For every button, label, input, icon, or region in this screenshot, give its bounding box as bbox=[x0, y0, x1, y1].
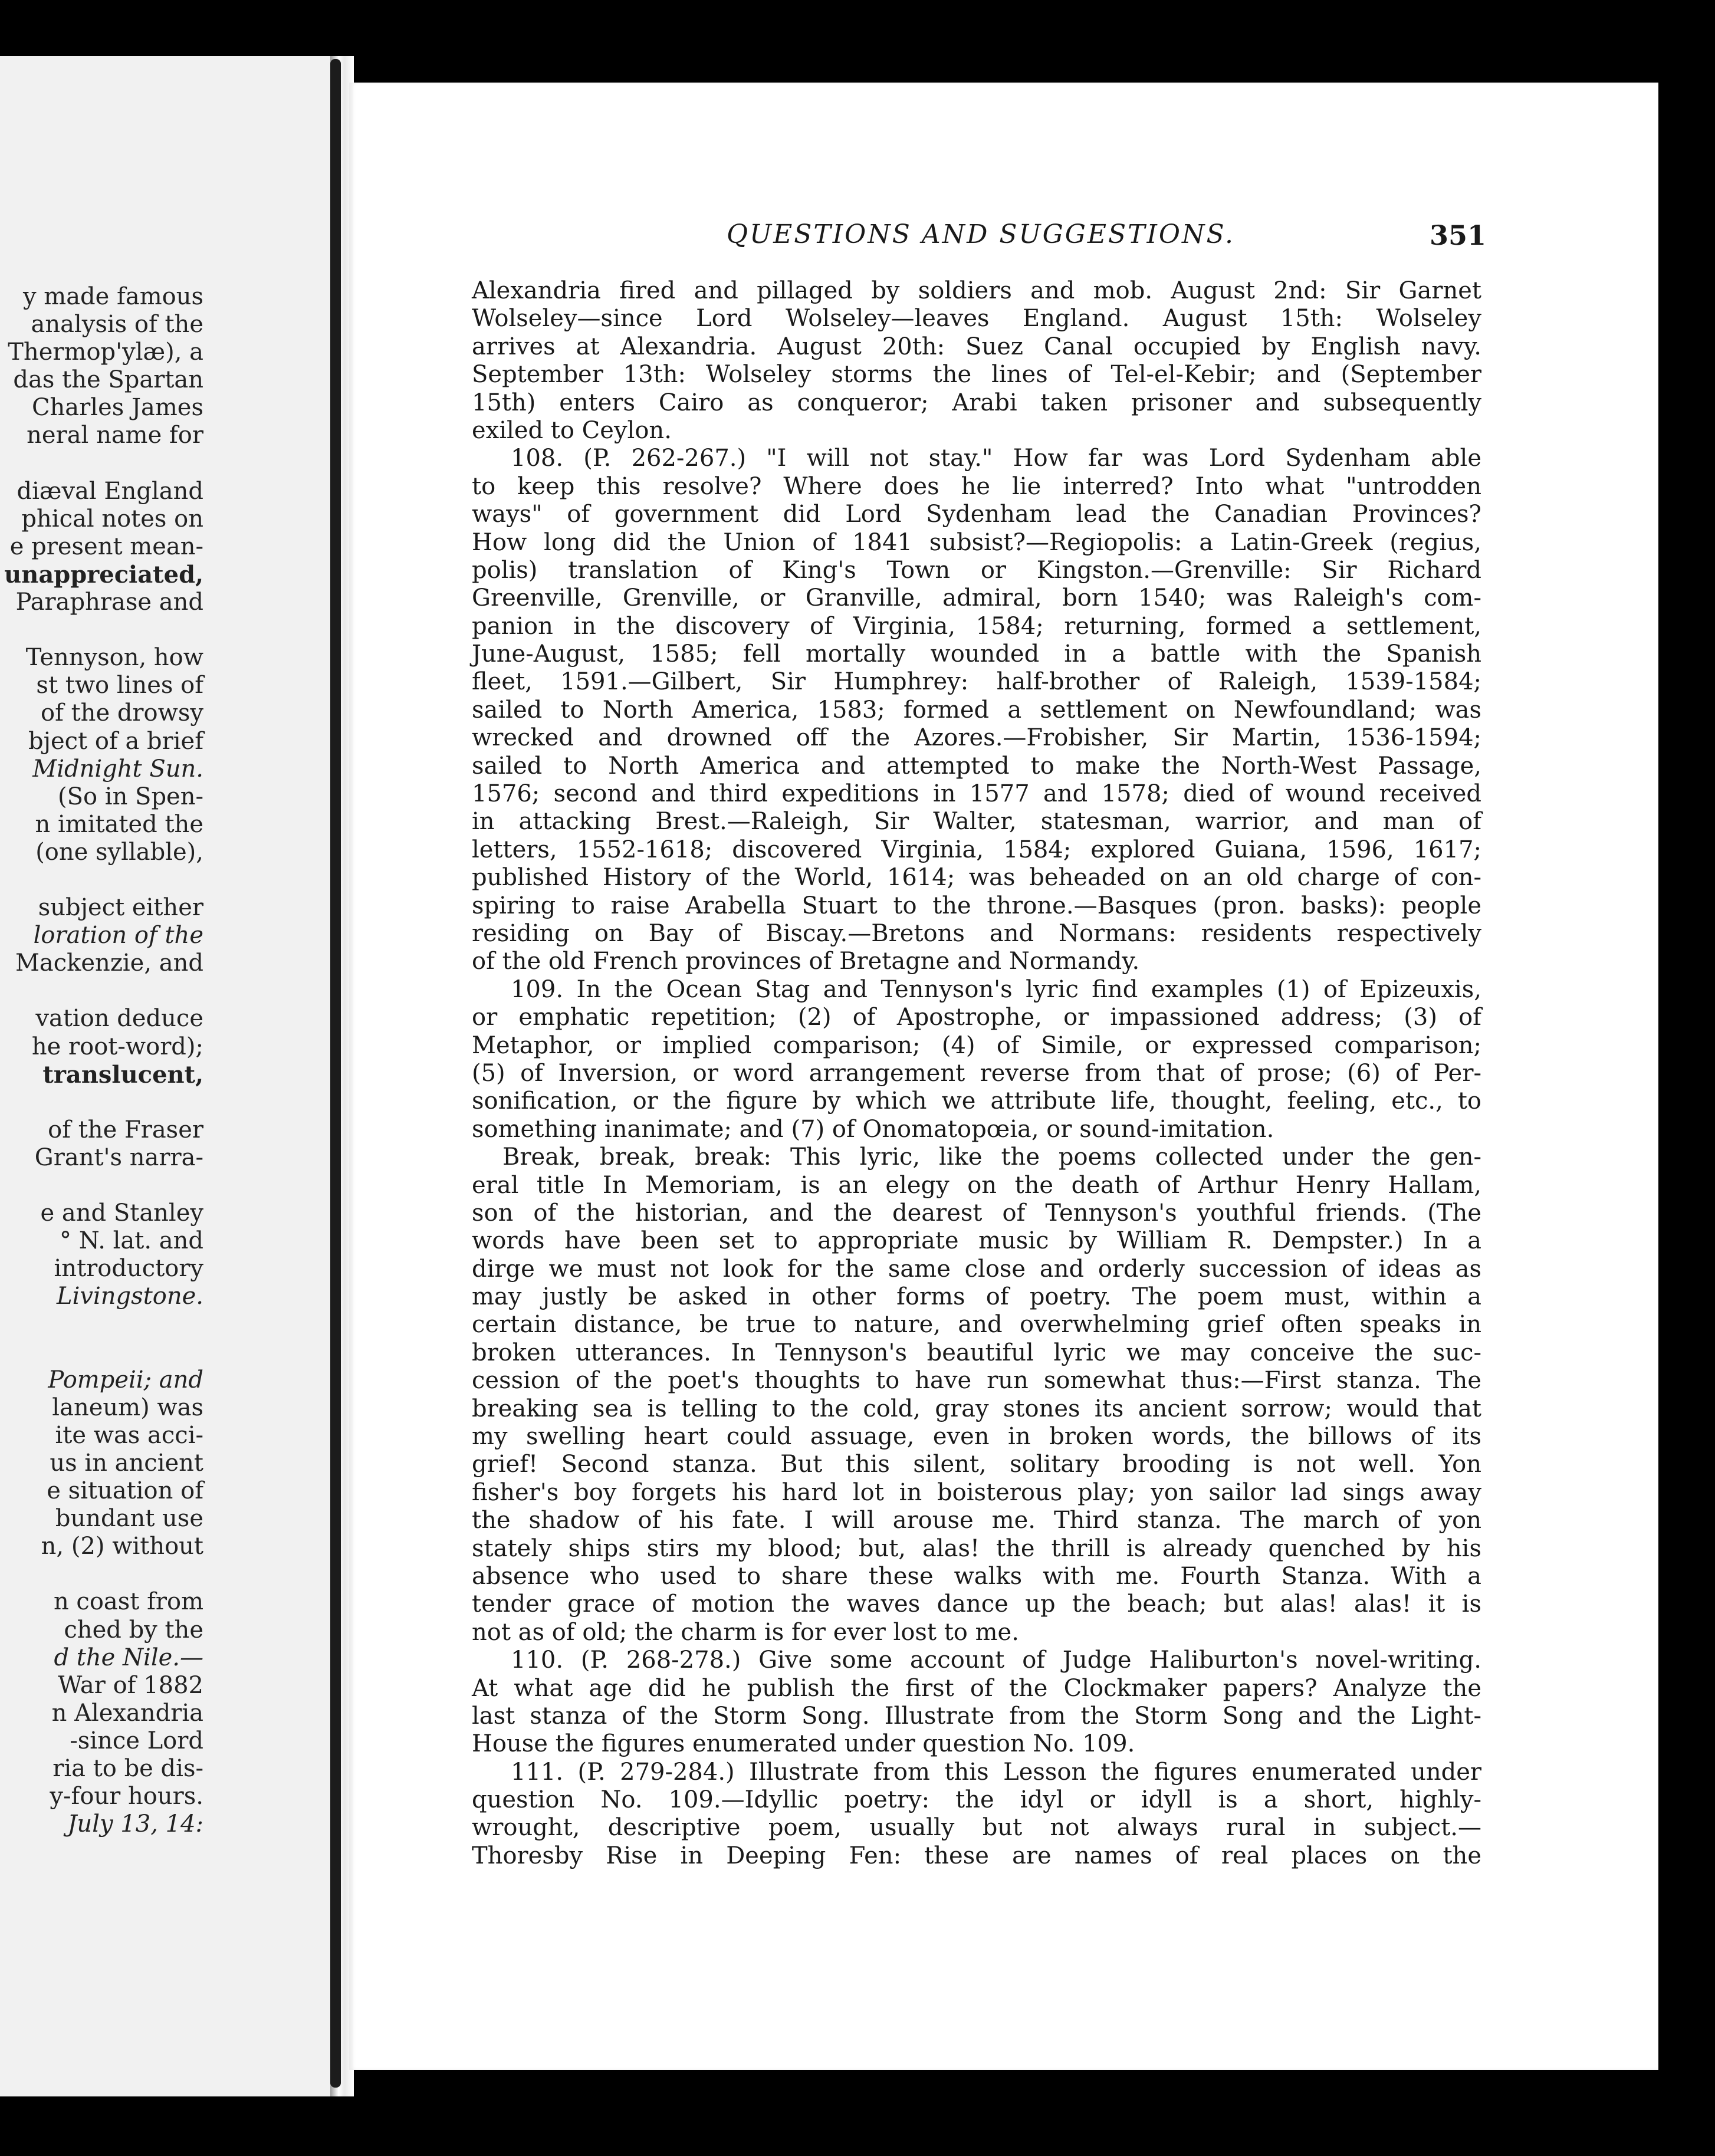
left-line: he root-word); bbox=[31, 1033, 203, 1060]
text-line: Alexandria fired and pillaged by soldiers and mob. August 2nd: Sir Garnet bbox=[472, 277, 1481, 304]
text-line: letters, 1552-1618; discovered Virginia, 1584; explored Guiana, 1596, 1617; bbox=[472, 836, 1481, 863]
right-page bbox=[349, 83, 1658, 2070]
text-line: Greenville, Grenville, or Granville, admiral, born 1540; was Raleigh's com- bbox=[472, 584, 1481, 612]
text-line: sailed to North America, 1583; formed a settlement on Newfoundland; was bbox=[472, 696, 1481, 724]
text-line: sailed to North America and attempted to make the North-West Passage, bbox=[472, 752, 1481, 780]
left-line bbox=[0, 450, 203, 478]
text-line: September 13th: Wolseley storms the lines of Tel-el-Kebir; and (September bbox=[472, 361, 1481, 389]
text-line: arrives at Alexandria. August 20th: Suez Canal occupied by English navy. bbox=[472, 333, 1481, 360]
page-header bbox=[349, 219, 1658, 256]
text-line: to keep this resolve? Where does he lie interred? Into what "untrodden bbox=[472, 472, 1481, 500]
left-line: Mackenzie, and bbox=[15, 949, 203, 977]
left-line: Charles James bbox=[31, 394, 203, 422]
text-line: polis) translation of King's Town or Kingston.—Grenville: Sir Richard bbox=[472, 556, 1481, 584]
left-line: neral name for bbox=[27, 422, 203, 449]
left-line bbox=[0, 1172, 203, 1199]
left-line: -since Lord bbox=[70, 1727, 203, 1754]
text-line: eral title In Memoriam, is an elegy on the death of Arthur Henry Hallam, bbox=[472, 1171, 1481, 1199]
text-line: 111. (P. 279-284.) Illustrate from this Lesson the figures enumerated under bbox=[511, 1758, 1481, 1786]
left-line: Paraphrase and bbox=[15, 589, 203, 616]
text-line: 110. (P. 268-278.) Give some account of Judge Haliburton's novel-writing. bbox=[511, 1646, 1481, 1674]
text-line: absence who used to share these walks with me. Fourth Stanza. With a bbox=[472, 1562, 1481, 1590]
left-line: (So in Spen- bbox=[57, 783, 203, 810]
text-line: 109. In the Ocean Stag and Tennyson's lyric find examples (1) of Epizeuxis, bbox=[511, 975, 1481, 1003]
text-line: wrought, descriptive poem, usually but not always rural in subject.— bbox=[472, 1814, 1481, 1842]
text-line: or emphatic repetition; (2) of Apostrophe, or impassioned address; (3) of bbox=[472, 1004, 1481, 1031]
left-line: diæval England bbox=[17, 477, 203, 505]
left-line: introductory bbox=[54, 1255, 203, 1283]
left-line: loration of the bbox=[33, 922, 203, 949]
text-line: son of the historian, and the dearest of Tennyson's youthful friends. (The bbox=[472, 1199, 1481, 1227]
left-line bbox=[0, 1560, 203, 1588]
text-line: question No. 109.—Idyllic poetry: the idyl or idyll is a short, highly- bbox=[472, 1786, 1481, 1814]
left-line: d the Nile.— bbox=[54, 1644, 203, 1671]
left-line: phical notes on bbox=[21, 505, 203, 533]
left-line: vation deduce bbox=[35, 1005, 203, 1033]
left-line: bject of a brief bbox=[28, 727, 203, 755]
text-line: my swelling heart could assuage, even in broken words, the billows of its bbox=[472, 1423, 1481, 1451]
left-line: ria to be dis- bbox=[52, 1754, 203, 1782]
text-line: 1576; second and third expeditions in 1577 and 1578; died of wound received bbox=[472, 780, 1481, 808]
text-line: residing on Bay of Biscay.—Bretons and Normans: residents respectively bbox=[472, 919, 1481, 947]
left-line: y-four hours. bbox=[50, 1783, 203, 1810]
left-line: Pompeii; and bbox=[48, 1366, 203, 1393]
left-line: Thermop'ylæ), a bbox=[8, 338, 203, 366]
left-line: n imitated the bbox=[35, 810, 203, 838]
left-page-text bbox=[0, 283, 203, 1838]
text-line: stately ships stirs my blood; but, alas! the thrill is already quenched by his bbox=[472, 1534, 1481, 1562]
text-line: of the old French provinces of Bretagne and Normandy. bbox=[472, 948, 1140, 975]
text-line: words have been set to appropriate music by William R. Dempster.) In a bbox=[472, 1227, 1481, 1255]
text-line: 108. (P. 262-267.) "I will not stay." How far was Lord Sydenham able bbox=[511, 445, 1481, 472]
left-line: analysis of the bbox=[31, 311, 203, 338]
text-line: wrecked and drowned off the Azores.—Frobisher, Sir Martin, 1536-1594; bbox=[472, 724, 1481, 752]
text-line: (5) of Inversion, or word arrangement reverse from that of prose; (6) of Per- bbox=[472, 1059, 1481, 1087]
left-line: ched by the bbox=[64, 1616, 203, 1644]
text-line: ways" of government did Lord Sydenham lead the Canadian Provinces? bbox=[472, 501, 1481, 528]
left-line: Livingstone. bbox=[57, 1283, 203, 1310]
text-line: something inanimate; and (7) of Onomatopœia, or sound-imitation. bbox=[472, 1115, 1274, 1143]
text-line: dirge we must not look for the same close and orderly succession of ideas as bbox=[472, 1255, 1481, 1283]
text-line: 15th) enters Cairo as conqueror; Arabi taken prisoner and subsequently bbox=[472, 389, 1481, 416]
left-line: n Alexandria bbox=[51, 1699, 203, 1727]
left-line: (one syllable), bbox=[35, 838, 203, 866]
text-line: At what age did he publish the first of the Clockmaker papers? Analyze the bbox=[472, 1674, 1481, 1702]
left-line: n, (2) without bbox=[41, 1533, 203, 1560]
left-line: translucent, bbox=[42, 1060, 203, 1089]
left-line bbox=[0, 977, 203, 1005]
text-line: Wolseley—since Lord Wolseley—leaves England. August 15th: Wolseley bbox=[472, 305, 1481, 333]
text-line: grief! Second stanza. But this silent, solitary brooding is not well. Yon bbox=[472, 1451, 1481, 1478]
left-line: subject either bbox=[38, 894, 203, 922]
left-line: st two lines of bbox=[36, 672, 203, 699]
left-line: of the Fraser bbox=[48, 1116, 203, 1143]
text-line: certain distance, be true to nature, and overwhelming grief often speaks in bbox=[472, 1311, 1481, 1339]
book-binding-spine bbox=[330, 59, 341, 2088]
left-line bbox=[0, 1089, 203, 1116]
left-line bbox=[0, 1339, 203, 1366]
text-line: Metaphor, or implied comparison; (4) of Simile, or expressed comparison; bbox=[472, 1031, 1481, 1059]
text-line: not as of old; the charm is for ever lost to me. bbox=[472, 1618, 1019, 1646]
left-line: e situation of bbox=[47, 1477, 203, 1505]
left-line: das the Spartan bbox=[13, 366, 203, 394]
left-line bbox=[0, 1310, 203, 1338]
text-line: broken utterances. In Tennyson's beautiful lyric we may conceive the suc- bbox=[472, 1339, 1481, 1366]
left-line: July 13, 14: bbox=[67, 1810, 203, 1838]
left-line: Tennyson, how bbox=[25, 644, 203, 672]
text-line: panion in the discovery of Virginia, 1584; returning, formed a settlement, bbox=[472, 612, 1481, 640]
text-line: Break, break, break: This lyric, like the poems collected under the gen- bbox=[502, 1143, 1481, 1171]
text-line: Thoresby Rise in Deeping Fen: these are names of real places on the bbox=[472, 1842, 1481, 1869]
left-line: War of 1882 bbox=[58, 1671, 203, 1699]
text-line: House the figures enumerated under question No. 109. bbox=[472, 1730, 1135, 1758]
text-line: fleet, 1591.—Gilbert, Sir Humphrey: half-brother of Raleigh, 1539-1584; bbox=[472, 668, 1481, 696]
text-line: fisher's boy forgets his hard lot in boisterous play; yon sailor lad sings away bbox=[472, 1478, 1481, 1506]
text-line: exiled to Ceylon. bbox=[472, 416, 672, 444]
text-line: in attacking Brest.—Raleigh, Sir Walter, statesman, warrior, and man of bbox=[472, 808, 1481, 836]
page-edge-shadow bbox=[1658, 83, 1715, 2070]
left-line: ° N. lat. and bbox=[60, 1227, 203, 1255]
page-number: 351 bbox=[1430, 219, 1487, 251]
left-line: of the drowsy bbox=[41, 699, 203, 727]
left-line: e and Stanley bbox=[40, 1199, 203, 1227]
text-line: the shadow of his fate. I will arouse me. Third stanza. The march of yon bbox=[472, 1507, 1481, 1534]
left-line: bundant use bbox=[55, 1505, 203, 1533]
left-line bbox=[0, 616, 203, 644]
left-line: e present mean- bbox=[9, 533, 203, 560]
text-line: published History of the World, 1614; was beheaded on an old charge of con- bbox=[472, 864, 1481, 892]
running-title: QUESTIONS AND SUGGESTIONS. bbox=[727, 219, 1236, 249]
text-line: How long did the Union of 1841 subsist?—Regiopolis: a Latin-Greek (regius, bbox=[472, 528, 1481, 556]
left-line: laneum) was bbox=[52, 1393, 203, 1421]
text-line: sonification, or the figure by which we attribute life, thought, feeling, etc., to bbox=[472, 1087, 1481, 1115]
text-line: tender grace of motion the waves dance up the beach; but alas! alas! it is bbox=[472, 1590, 1481, 1618]
text-line: spiring to raise Arabella Stuart to the throne.—Basques (pron. basks): people bbox=[472, 892, 1481, 919]
left-line: Midnight Sun. bbox=[32, 755, 203, 783]
text-line: June-August, 1585; fell mortally wounded in a battle with the Spanish bbox=[472, 640, 1481, 668]
text-line: breaking sea is telling to the cold, gray stones its ancient sorrow; would that bbox=[472, 1395, 1481, 1422]
text-line: cession of the poet's thoughts to have run somewhat thus:—First stanza. The bbox=[472, 1367, 1481, 1395]
text-line: may justly be asked in other forms of poetry. The poem must, within a bbox=[472, 1283, 1481, 1311]
facing-left-page bbox=[0, 56, 331, 2096]
left-line: Grant's narra- bbox=[34, 1143, 203, 1171]
left-line: us in ancient bbox=[50, 1449, 203, 1477]
left-line: ite was acci- bbox=[55, 1421, 203, 1449]
left-line bbox=[0, 866, 203, 894]
left-line: n coast from bbox=[53, 1588, 203, 1616]
left-line: y made famous bbox=[22, 283, 203, 310]
left-line: unappreciated, bbox=[4, 560, 203, 589]
text-line: last stanza of the Storm Song. Illustrate from the Storm Song and the Light- bbox=[472, 1702, 1481, 1730]
page-body bbox=[472, 277, 1481, 1870]
